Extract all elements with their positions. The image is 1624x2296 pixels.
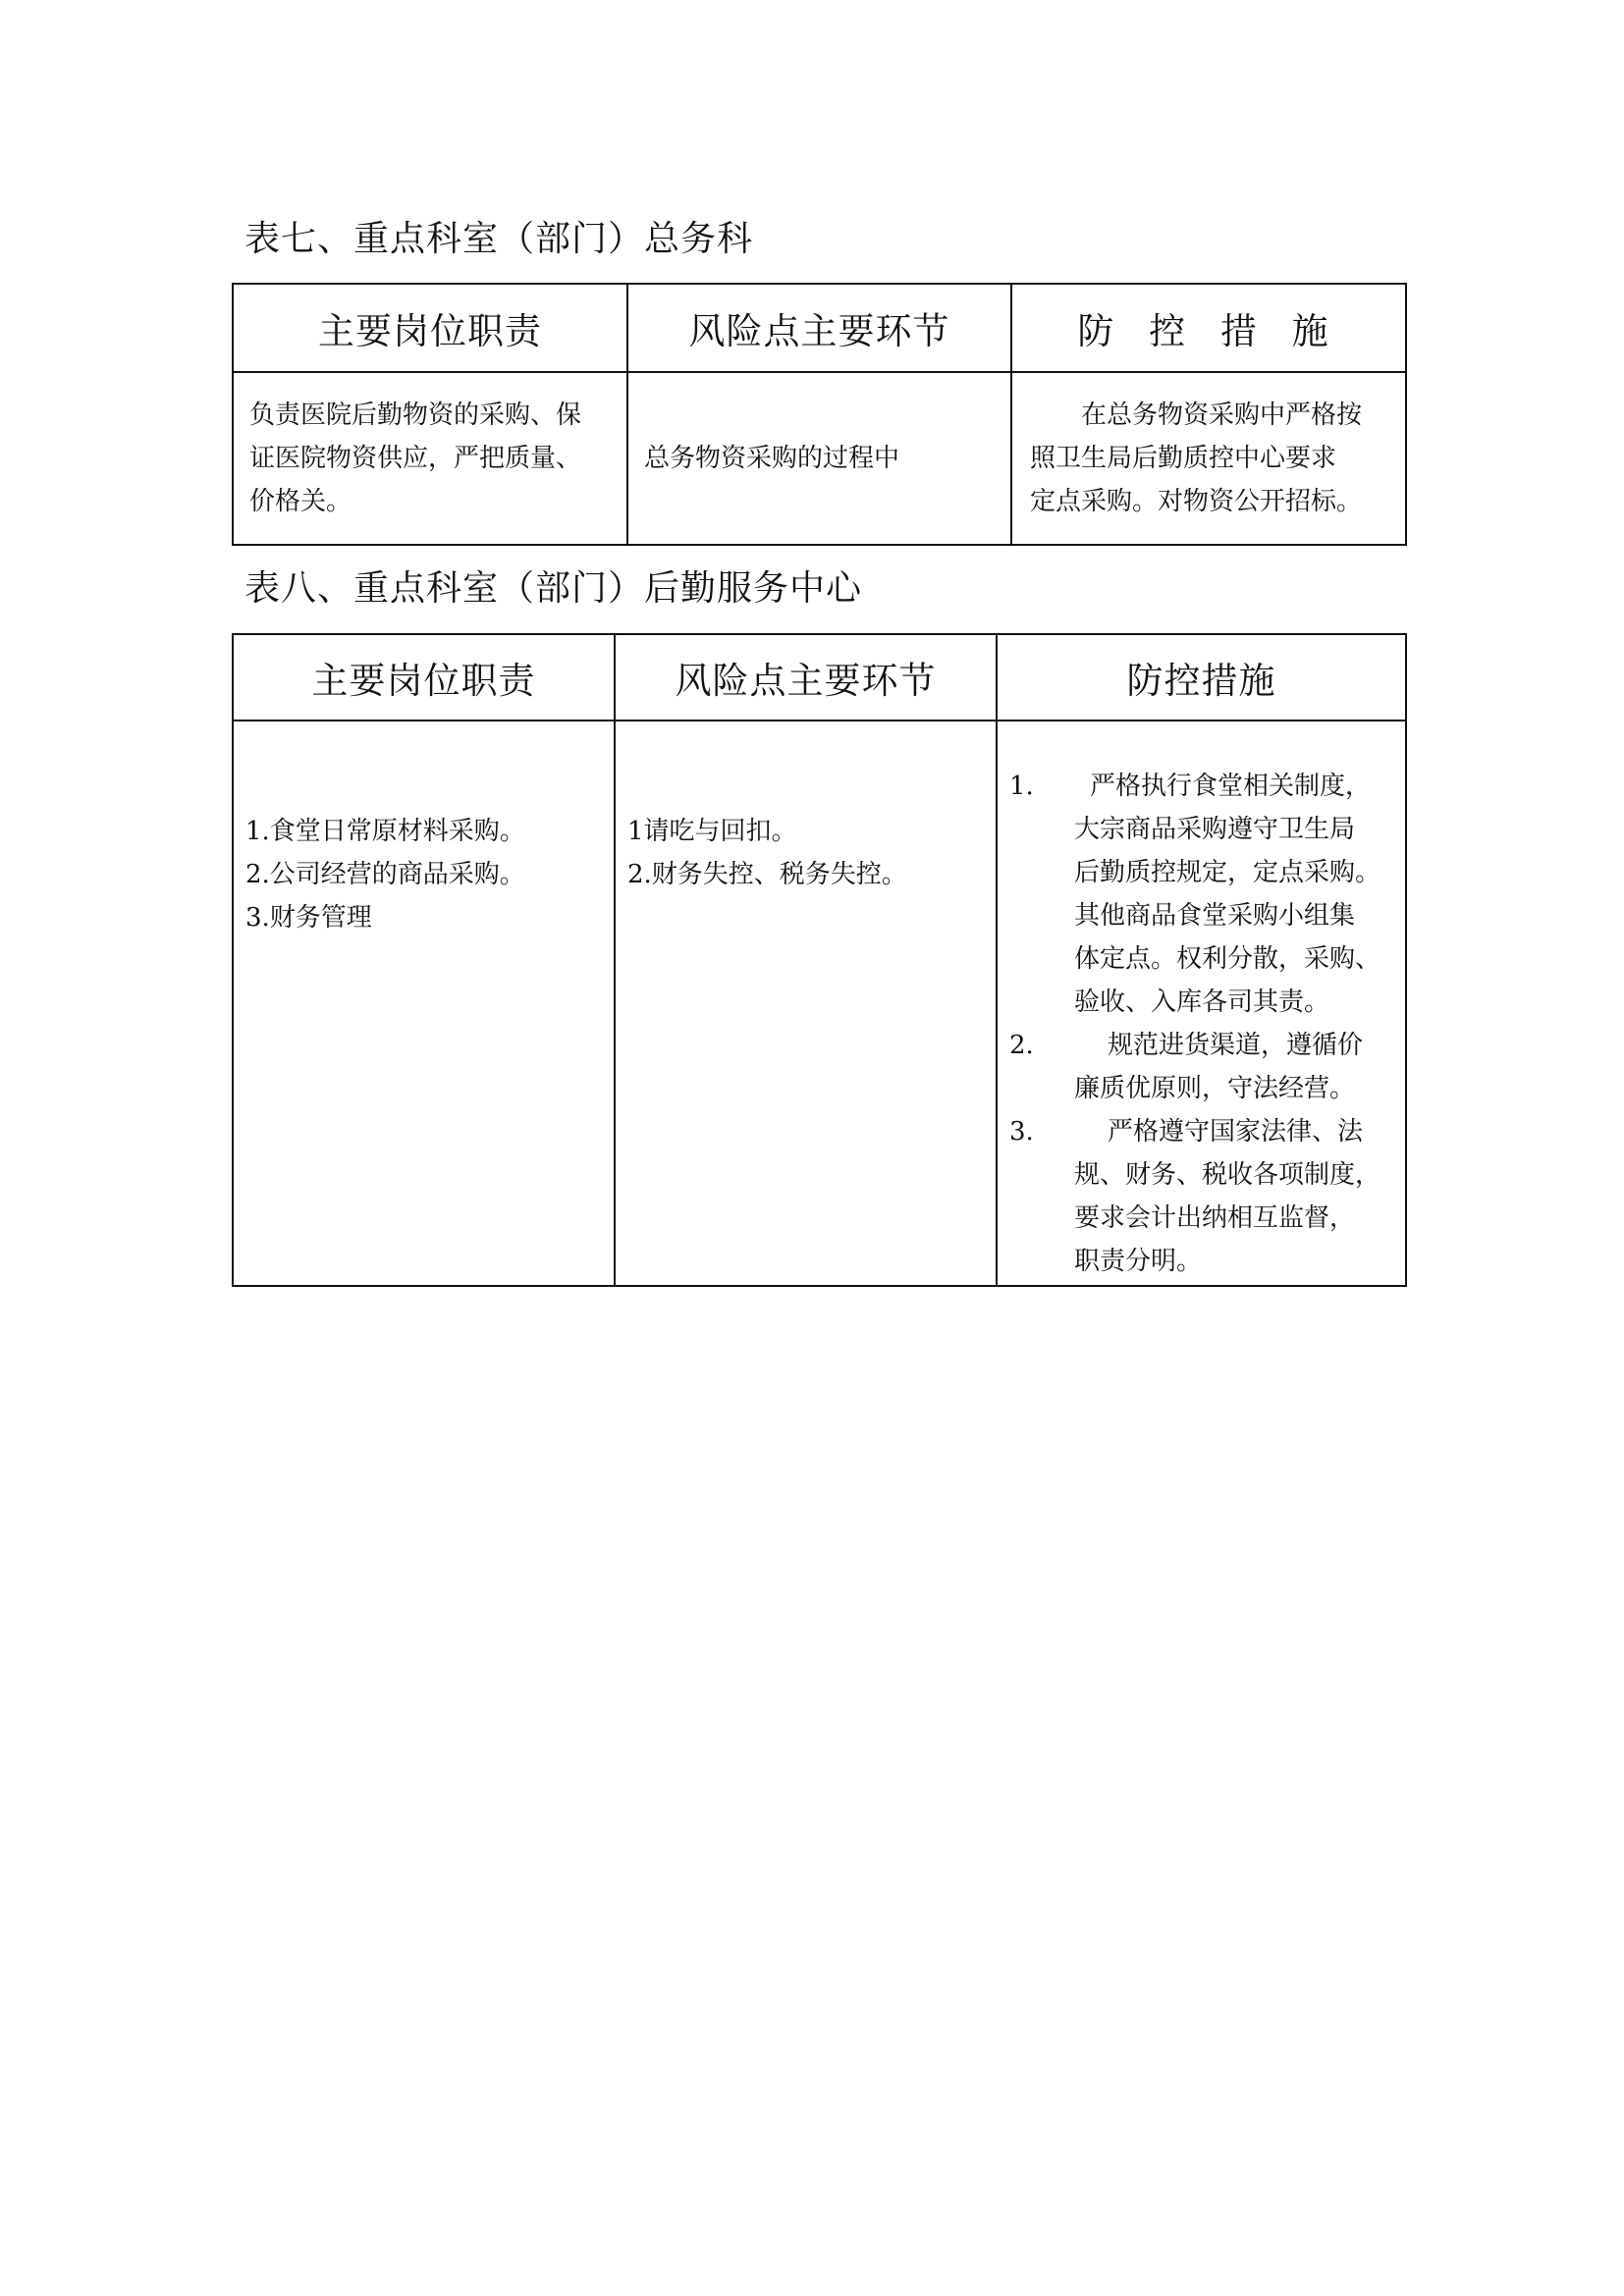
measure-line: 要求会计出纳相互监督， <box>1074 1203 1356 1233</box>
risk-item: 1请吃与回扣。 <box>627 817 797 846</box>
measure-line: 定点采购。对物资公开招标。 <box>1030 487 1363 516</box>
measure-number: 2. <box>1009 1031 1034 1060</box>
duty-item: 1.食堂日常原材料采购。 <box>245 817 525 846</box>
risk-item: 2.财务失控、税务失控。 <box>627 860 907 889</box>
measure-line: 廉质优原则，守法经营。 <box>1074 1074 1356 1103</box>
measure-number: 1. <box>1009 772 1034 801</box>
table7-caption: 表七、重点科室（部门）总务科 <box>244 219 754 259</box>
duty-line: 负责医院后勤物资的采购、保 <box>249 400 582 430</box>
risk-text: 总务物资采购的过程中 <box>644 444 900 473</box>
measures-list <box>1009 765 1395 1283</box>
measure-line: 验收、入库各司其责。 <box>1074 988 1330 1017</box>
table7-row <box>233 372 1406 545</box>
table7 <box>232 283 1407 546</box>
measure-item <box>1009 765 1395 1024</box>
measure-line: 职责分明。 <box>1074 1247 1203 1276</box>
table7-risk-cell <box>627 372 1011 545</box>
table8-header-duties: 主要岗位职责 <box>233 634 615 721</box>
measure-item <box>1009 1110 1395 1283</box>
table8-row <box>233 721 1406 1286</box>
table8-duties-cell <box>233 721 615 1286</box>
table8-measures-cell <box>997 721 1406 1286</box>
table8 <box>232 633 1407 1287</box>
table8-header-measures: 防控措施 <box>997 634 1406 721</box>
table8-header-row <box>233 634 1406 721</box>
table7-duties-cell <box>233 372 627 545</box>
measure-line: 规范进货渠道，遵循价 <box>1108 1031 1364 1060</box>
duty-item: 3.财务管理 <box>245 903 372 933</box>
measure-line: 严格执行食堂相关制度， <box>1090 772 1372 801</box>
table7-header-risk: 风险点主要环节 <box>627 284 1011 372</box>
duty-line: 证医院物资供应，严把质量、 <box>249 444 582 473</box>
measure-line: 在总务物资采购中严格按 <box>1081 400 1363 430</box>
table7-measures-cell <box>1011 372 1406 545</box>
measure-line: 规、财务、税收各项制度， <box>1074 1160 1381 1190</box>
table8-header-risk: 风险点主要环节 <box>615 634 997 721</box>
measure-line: 体定点。权利分散，采购、 <box>1074 944 1381 974</box>
measure-number: 3. <box>1009 1117 1034 1147</box>
measure-line: 严格遵守国家法律、法 <box>1108 1117 1364 1147</box>
measure-item <box>1009 1024 1395 1110</box>
measure-line: 大宗商品采购遵守卫生局 <box>1074 815 1356 844</box>
table7-header-row <box>233 284 1406 372</box>
measure-line: 其他商品食堂采购小组集 <box>1074 901 1356 931</box>
table7-header-duties: 主要岗位职责 <box>233 284 627 372</box>
table8-risk-cell <box>615 721 997 1286</box>
duty-line: 价格关。 <box>249 487 352 516</box>
duty-item: 2.公司经营的商品采购。 <box>245 860 525 889</box>
measure-line: 后勤质控规定，定点采购。 <box>1074 858 1381 887</box>
table8-caption: 表八、重点科室（部门）后勤服务中心 <box>244 568 863 609</box>
measure-line: 照卫生局后勤质控中心要求 <box>1030 444 1337 473</box>
table7-header-measures: 防 控 措 施 <box>1011 284 1406 372</box>
